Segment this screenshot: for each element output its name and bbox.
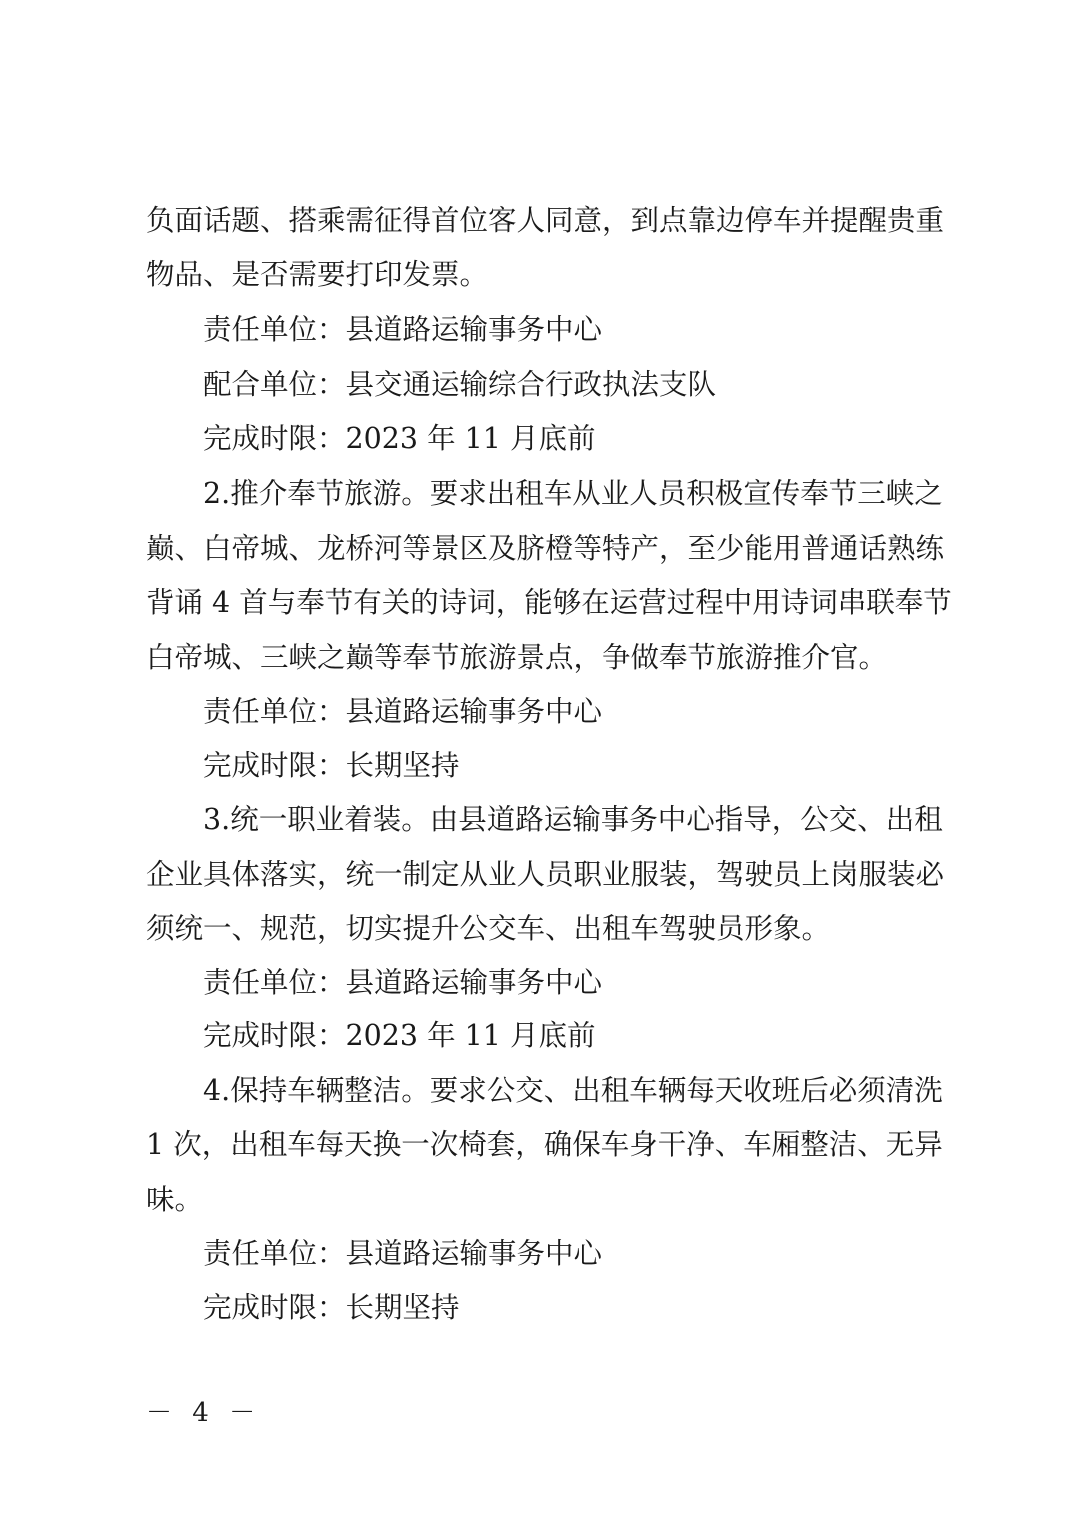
text-line-19: 味。 bbox=[146, 1183, 204, 1216]
text-line-7: 巅、白帝城、龙桥河等景区及脐橙等特产，至少能用普通话熟练 bbox=[146, 532, 945, 565]
item-2-heading: 2.推介奉节旅游。要求出租车从业人员积极宣传奉节三峡之 bbox=[203, 477, 943, 510]
text-line-2: 物品、是否需要打印发票。 bbox=[146, 258, 489, 291]
responsible-unit-2: 责任单位：县道路运输事务中心 bbox=[203, 695, 603, 728]
page-number: － 4 － bbox=[146, 1398, 262, 1428]
text-line-9: 白帝城、三峡之巅等奉节旅游景点，争做奉节旅游推介官。 bbox=[146, 641, 888, 674]
text-line-14: 须统一、规范，切实提升公交车、出租车驾驶员形象。 bbox=[146, 912, 831, 945]
deadline-3: 完成时限：2023 年 11 月底前 bbox=[203, 1019, 596, 1052]
cooperating-unit-1: 配合单位：县交通运输综合行政执法支队 bbox=[203, 368, 717, 401]
text-line-18: 1 次，出租车每天换一次椅套，确保车身干净、车厢整洁、无异 bbox=[146, 1128, 943, 1161]
deadline-4: 完成时限：长期坚持 bbox=[203, 1291, 460, 1324]
item-4-heading: 4.保持车辆整洁。要求公交、出租车辆每天收班后必须清洗 bbox=[203, 1074, 943, 1107]
responsible-unit-4: 责任单位：县道路运输事务中心 bbox=[203, 1237, 603, 1270]
deadline-2: 完成时限：长期坚持 bbox=[203, 749, 460, 782]
text-line-1: 负面话题、搭乘需征得首位客人同意，到点靠边停车并提醒贵重 bbox=[146, 204, 945, 237]
text-line-8: 背诵 4 首与奉节有关的诗词，能够在运营过程中用诗词串联奉节 bbox=[146, 586, 952, 619]
item-3-heading: 3.统一职业着装。由县道路运输事务中心指导，公交、出租 bbox=[203, 803, 943, 836]
responsible-unit-3: 责任单位：县道路运输事务中心 bbox=[203, 966, 603, 999]
responsible-unit-1: 责任单位：县道路运输事务中心 bbox=[203, 313, 603, 346]
text-line-13: 企业具体落实，统一制定从业人员职业服装，驾驶员上岗服装必 bbox=[146, 858, 945, 891]
deadline-1: 完成时限：2023 年 11 月底前 bbox=[203, 422, 596, 455]
